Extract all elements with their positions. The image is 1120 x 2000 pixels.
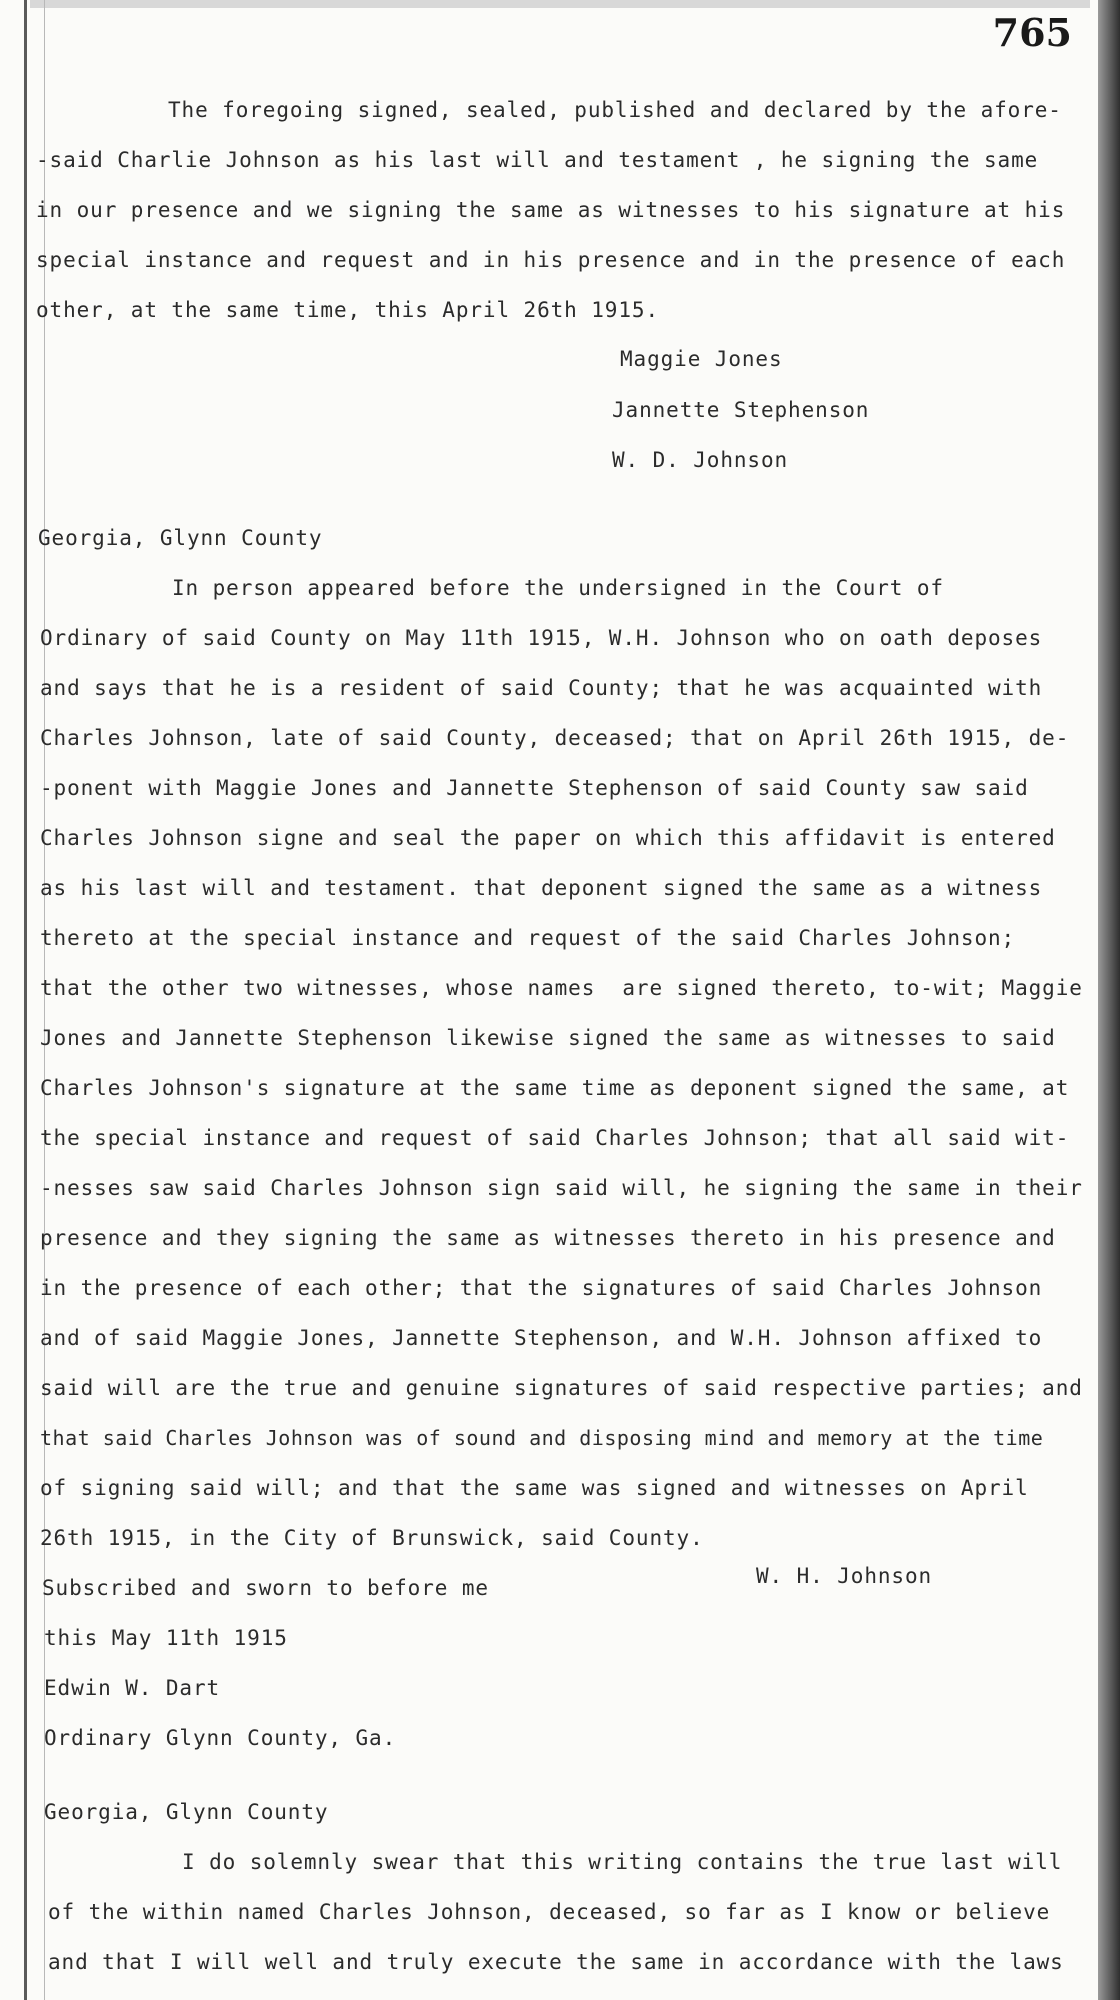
affidavit-line: Charles Johnson's signature at the same time as deponent signed the same, at xyxy=(40,1076,1070,1100)
affidavit-line: in the presence of each other; that the signatures of said Charles Johnson xyxy=(40,1276,1043,1300)
witness-signature: Jannette Stephenson xyxy=(612,398,870,422)
affidavit-line: that said Charles Johnson was of sound and disposing mind and memory at the time xyxy=(40,1426,1044,1450)
affidavit-line: of signing said will; and that the same was signed and witnesses on April xyxy=(40,1476,1029,1500)
affidavit-line: Jones and Jannette Stephenson likewise signed the same as witnesses to said xyxy=(40,1026,1056,1050)
witness-signature: W. D. Johnson xyxy=(612,448,789,472)
affidavit-line: presence and they signing the same as witnesses thereto in his presence and xyxy=(40,1226,1056,1250)
oath-line: and that I will well and truly execute the same in accordance with the laws xyxy=(48,1950,1064,1974)
witness-clause-line: special instance and request and in his presence and in the presence of each xyxy=(36,248,1066,272)
affidavit-line: -nesses saw said Charles Johnson sign said will, he signing the same in their xyxy=(40,1176,1083,1200)
deponent-signature: W. H. Johnson xyxy=(756,1564,933,1588)
affidavit-subscribed: Subscribed and sworn to before me xyxy=(42,1576,489,1600)
left-margin-rule xyxy=(24,0,27,2000)
affidavit-line: as his last will and testament. that deponent signed the same as a witness xyxy=(40,876,1043,900)
affidavit-date: this May 11th 1915 xyxy=(44,1626,288,1650)
affidavit-line: said will are the true and genuine signatures of said respective parties; and xyxy=(40,1376,1083,1400)
affidavit-line: that the other two witnesses, whose names are signed thereto, to-wit; Maggie xyxy=(40,976,1083,1000)
witness-clause-line: in our presence and we signing the same as witnesses to his signature at his xyxy=(36,198,1066,222)
affidavit-line: Ordinary of said County on May 11th 1915, W.H. Johnson who on oath deposes xyxy=(40,626,1043,650)
affidavit-line: the special instance and request of said Charles Johnson; that all said wit- xyxy=(40,1126,1070,1150)
witness-clause-line: The foregoing signed, sealed, published and declared by the afore- xyxy=(168,98,1062,122)
oath-venue: Georgia, Glynn County xyxy=(44,1800,329,1824)
oath-line: of the within named Charles Johnson, deceased, so far as I know or believe xyxy=(48,1900,1051,1924)
officer-title: Ordinary Glynn County, Ga. xyxy=(44,1726,397,1750)
scan-right-shadow xyxy=(1098,0,1120,2000)
affidavit-line: -ponent with Maggie Jones and Jannette Stephenson of said County saw said xyxy=(40,776,1029,800)
oath-line: I do solemnly swear that this writing contains the true last will xyxy=(182,1850,1063,1874)
scan-top-edge xyxy=(30,0,1090,8)
officer-name: Edwin W. Dart xyxy=(44,1676,221,1700)
affidavit-line: Charles Johnson, late of said County, deceased; that on April 26th 1915, de- xyxy=(40,726,1070,750)
witness-clause-line: other, at the same time, this April 26th 1915. xyxy=(36,298,659,322)
affidavit-venue: Georgia, Glynn County xyxy=(38,526,323,550)
affidavit-line: thereto at the special instance and request of the said Charles Johnson; xyxy=(40,926,1016,950)
page-number: 765 xyxy=(992,10,1072,55)
affidavit-line: and of said Maggie Jones, Jannette Stephenson, and W.H. Johnson affixed to xyxy=(40,1326,1043,1350)
affidavit-line: In person appeared before the undersigned in the Court of xyxy=(172,576,944,600)
witness-clause-line: -said Charlie Johnson as his last will and testament , he signing the same xyxy=(36,148,1039,172)
witness-signature: Maggie Jones xyxy=(620,347,783,371)
affidavit-line: and says that he is a resident of said County; that he was acquainted with xyxy=(40,676,1043,700)
affidavit-line: 26th 1915, in the City of Brunswick, said County. xyxy=(40,1526,704,1550)
affidavit-line: Charles Johnson signe and seal the paper on which this affidavit is entered xyxy=(40,826,1056,850)
